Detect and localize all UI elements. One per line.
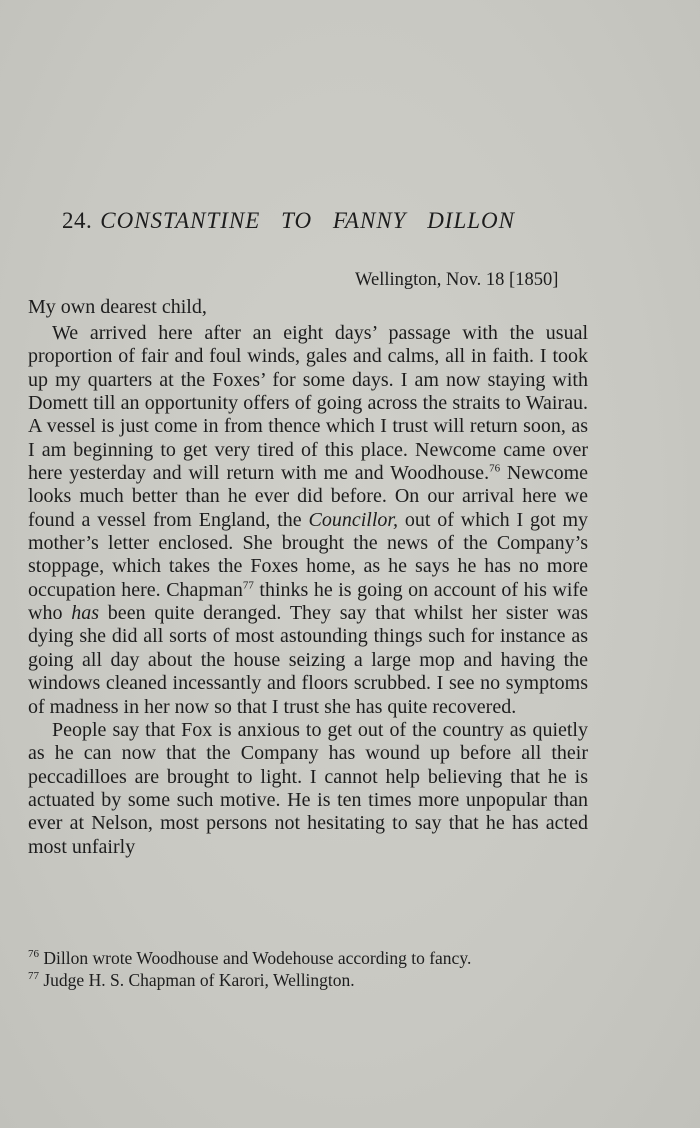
body-paragraph bbox=[28, 719, 588, 859]
footnote-number: 76 bbox=[28, 948, 39, 961]
letter-title: CONSTANTINE TO FANNY DILLON bbox=[100, 208, 516, 233]
footnote-text: Judge H. S. Chapman of Karori, Wellington. bbox=[39, 970, 355, 990]
footnote-number: 77 bbox=[28, 970, 39, 983]
text-run: Newcome looks much better than he ever did before. On our arrival here we found a vessel from England, the bbox=[28, 462, 589, 531]
footnote bbox=[28, 947, 471, 969]
text-run: thinks he is going on account of his wife who bbox=[28, 578, 588, 625]
text-run: out of which I got my mother’s letter enclosed. She brought the news of the Company’s stoppage, which takes the Foxes home, as he says he has no more occupation here. Chapman bbox=[28, 508, 589, 601]
letter-salutation: My own dearest child, bbox=[28, 296, 207, 318]
text-run: People say that Fox is anxious to get out of the country as quietly as he can now that the Company has wound up before all their peccadilloes are brought to light. I cannot help believing that he is actuated by some such motive. He is ten times more unpopular than ever at Nelson, most persons not hesitating to say that he has acted most unfairly bbox=[28, 718, 588, 858]
text-run: been quite deranged. They say that whilst her sister was dying she did all sorts of most astounding things such for instance as going all day about the house seizing a large mop and having the windows cleaned incessantly and floors scrubbed. I see no symptoms of madness in her now so that I trust she has quite recovered. bbox=[28, 602, 589, 718]
letter-body bbox=[28, 322, 588, 859]
italic-text: has bbox=[71, 602, 100, 625]
footnote-reference: 77 bbox=[242, 579, 254, 592]
text-run: We arrived here after an eight days’ passage with the usual proportion of fair and foul winds, gales and calms, all in faith. I took up my quarters at the Foxes’ for some days. I am now staying with Domett till an opportunity offers of going across the straits to Wairau. A vessel is just come in from thence which I trust will return soon, as I am beginning to get very tired of this place. Newcome came over here yesterday and will return with me and Woodhouse. bbox=[28, 322, 588, 485]
footnote-text: Dillon wrote Woodhouse and Wodehouse according to fancy. bbox=[39, 948, 472, 968]
footnote bbox=[28, 969, 471, 991]
italic-text: Councillor, bbox=[308, 508, 398, 531]
letter-heading bbox=[62, 208, 515, 234]
body-paragraph bbox=[28, 322, 588, 719]
footnote-reference: 76 bbox=[489, 462, 501, 475]
letter-number: 24. bbox=[62, 208, 93, 233]
footnotes bbox=[28, 947, 471, 991]
letter-dateline: Wellington, Nov. 18 [1850] bbox=[355, 270, 559, 290]
